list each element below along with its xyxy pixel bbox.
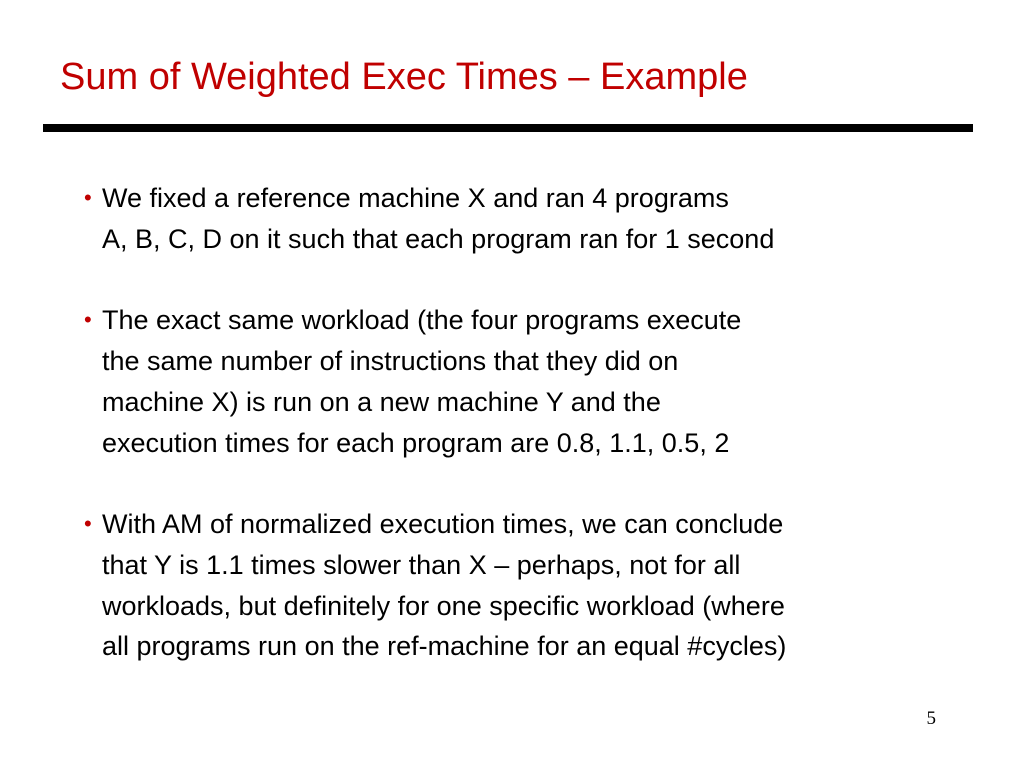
bullet-line: A, B, C, D on it such that each program ran for 1 second <box>102 223 775 254</box>
bullet-item <box>80 504 980 667</box>
slide-title: Sum of Weighted Exec Times – Example <box>60 56 748 98</box>
bullet-line: With AM of normalized execution times, we can conclude <box>102 509 784 540</box>
bullet-line: workloads, but definitely for one specific workload (where <box>102 590 785 621</box>
bullet-dot-icon: • <box>84 307 92 333</box>
bullet-line: all programs run on the ref-machine for an equal #cycles) <box>102 631 787 662</box>
bullet-list <box>80 178 980 708</box>
bullet-dot-icon: • <box>84 511 92 537</box>
title-divider <box>43 124 973 132</box>
bullet-item <box>80 178 980 259</box>
bullet-line: that Y is 1.1 times slower than X – perhaps, not for all <box>102 549 741 580</box>
bullet-line: The exact same workload (the four programs execute <box>102 305 742 336</box>
bullet-line: the same number of instructions that they did on <box>102 346 679 377</box>
bullet-line: machine X) is run on a new machine Y and the <box>102 386 661 417</box>
bullet-line: We fixed a reference machine X and ran 4 programs <box>102 183 729 213</box>
bullet-line: execution times for each program are 0.8, 1.1, 0.5, 2 <box>102 427 730 458</box>
bullet-dot-icon: • <box>84 185 92 210</box>
bullet-item <box>80 300 980 463</box>
page-number: 5 <box>926 708 936 729</box>
